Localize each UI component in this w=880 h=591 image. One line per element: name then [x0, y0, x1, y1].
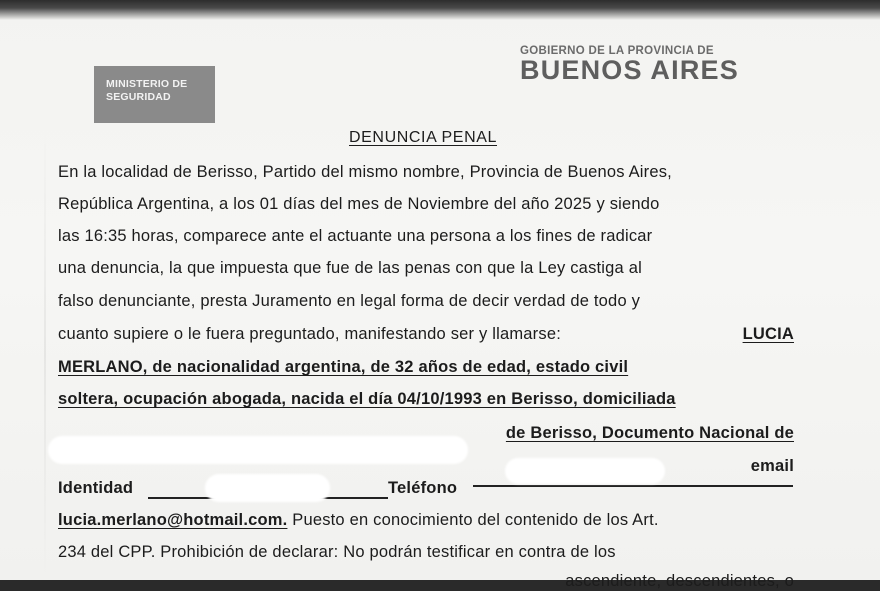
text-line-12 — [58, 511, 794, 530]
text-line-13: 234 del CPP. Prohibición de declarar: No podrán testificar en contra de los — [58, 543, 616, 561]
ministry-label: MINISTERIO DE SEGURIDAD — [106, 78, 188, 103]
gov-top-text: GOBIERNO DE LA PROVINCIA DE — [520, 45, 714, 57]
name-first: LUCIA — [742, 325, 794, 343]
ministry-logo — [94, 66, 215, 123]
government-logo — [520, 45, 740, 86]
text-line-1: En la localidad de Berisso, Partido del mismo nombre, Provincia de Buenos Aires, — [58, 163, 672, 181]
top-shadow — [0, 0, 880, 20]
redaction-address — [48, 436, 468, 464]
text-line-8: soltera, ocupación abogada, nacida el día 04/10/1993 en Berisso, domiciliada — [58, 390, 676, 408]
line-12-text: Puesto en conocimiento del contenido de los Art. — [292, 511, 659, 529]
email-value: lucia.merlano@hotmail.com. — [58, 511, 288, 529]
page-title: DENUNCIA PENAL — [349, 129, 497, 146]
text-line-3: las 16:35 horas, comparece ante el actuante una persona a los fines de radicar — [58, 227, 653, 245]
paper-edge — [44, 120, 46, 580]
text-line-7: MERLANO, de nacionalidad argentina, de 32 años de edad, estado civil — [58, 358, 629, 376]
gov-main-text: BUENOS AIRES — [520, 55, 739, 85]
email-label: email — [750, 457, 794, 475]
line-14-text: ascendiente, descendientes, o — [565, 572, 794, 590]
telefono-label: Teléfono — [388, 479, 458, 497]
identidad-label: Identidad — [58, 479, 134, 497]
text-line-5: falso denunciante, presta Juramento en legal forma de decir verdad de todo y — [58, 292, 641, 310]
text-line-4: una denuncia, la que impuesta que fue de las penas con que la Ley castiga al — [58, 259, 642, 277]
text-line-6 — [58, 325, 794, 344]
telefono-underline — [473, 485, 793, 487]
redaction-phone — [505, 458, 665, 484]
text-line-2: República Argentina, a los 01 días del mes de Noviembre del año 2025 y siendo — [58, 195, 660, 213]
line-6-text: cuanto supiere o le fuera preguntado, manifestando ser y llamarse: — [58, 325, 561, 343]
redaction-dni — [205, 474, 330, 502]
address-tail: de Berisso, Documento Nacional de — [505, 424, 794, 442]
